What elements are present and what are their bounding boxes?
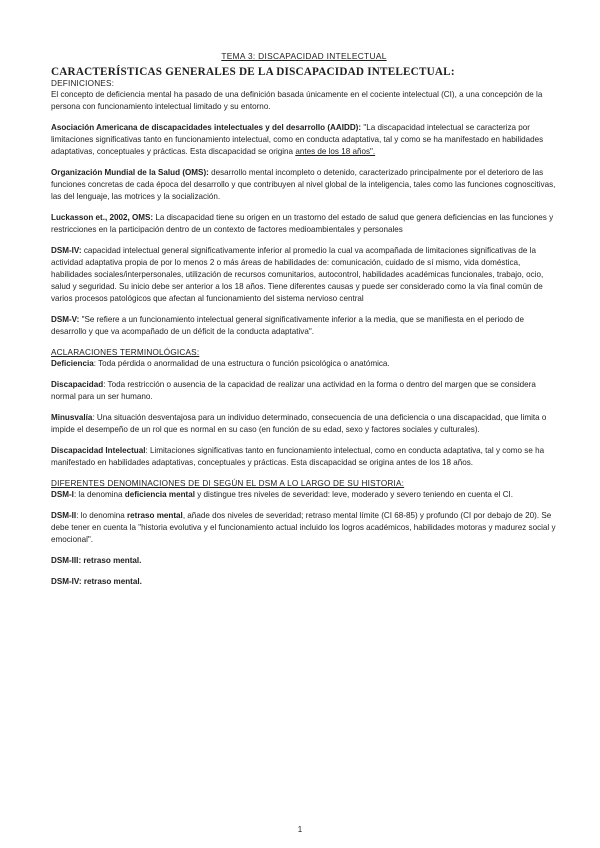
luckasson-text: La discapacidad tiene su origen en un trastorno del estado de salud que genera deficiencias en las funciones y restricciones en la participación dentro de un contexto de factores medioambientales y personales	[51, 213, 554, 234]
dsm2-label: DSM-II	[51, 511, 77, 520]
dsm1-bold: deficiencia mental	[124, 490, 195, 499]
aaidd-underlined: antes de los 18 años".	[295, 147, 376, 156]
dsm1-entry	[51, 489, 557, 501]
definiciones-heading: DEFINICIONES:	[51, 79, 115, 88]
dsm1-label: DSM-I	[51, 490, 74, 499]
di-label: Discapacidad Intelectual	[51, 446, 146, 455]
dsm1-post: y distingue tres niveles de severidad: leve, moderado y severo teniendo en cuenta el CI.	[194, 490, 514, 499]
deficiencia-text: : Toda pérdida o anormalidad de una estructura o función psicológica o anatómica.	[93, 359, 390, 368]
oms-label: Organización Mundial de la Salud (OMS):	[51, 168, 209, 177]
page-content	[51, 51, 557, 588]
oms-text: desarrollo mental incompleto o detenido, caracterizado principalmente por el deterioro de las funciones concretas de cada época del desarrollo y que contribuyen al nivel global de la inteligencia, tales como las funciones cognoscitivas, las del lenguaje, las motrices y la socialización.	[51, 168, 556, 201]
dsm4b-label: DSM-IV	[51, 577, 79, 586]
dsm3-label: DSM-III	[51, 556, 79, 565]
dsm4b-entry	[51, 576, 557, 588]
dsm5-definition	[51, 314, 557, 338]
dsm4b-text: : retraso mental.	[78, 577, 142, 586]
luckasson-definition	[51, 212, 557, 236]
dsm5-text: "Se refiere a un funcionamiento intelectual general significativamente inferior a la media, que se manifiesta en el periodo de desarrollo y que va acompañado de un déficit de la conducta adaptativa".	[51, 315, 525, 336]
dsm4-text: capacidad intelectual general significativamente inferior al promedio la cual va acompañada de limitaciones significativas de la actividad adaptativa propia de por lo menos 2 o más áreas de habilidades de: comunicación, cuidado de sí mismo, vida doméstica, habilidades sociales/interpersonales, utilización de recursos comunitarios, autocontrol, habilidades académicas funcionales, trabajo, ocio, salud y seguridad. Su inicio debe ser anterior a los 18 años. Tiene diferentes causas y puede ser considerado como la vía final común de varios procesos patológicos que afectan al funcionamiento del sistema nervioso central	[51, 246, 544, 303]
minusvalia-text: : Una situación desventajosa para un individuo determinado, consecuencia de una deficiencia o una discapacidad, que limita o impide el desempeño de un rol que es normal en su caso (en función de su edad, sexo y factores sociales y culturales).	[51, 413, 547, 434]
luckasson-label: Luckasson et., 2002, OMS:	[51, 213, 154, 222]
minusvalia-label: Minusvalía	[51, 413, 93, 422]
oms-definition	[51, 167, 557, 203]
aaidd-label: Asociación Americana de discapacidades intelectuales y del desarrollo (AAIDD):	[51, 123, 362, 132]
deficiencia-term	[51, 358, 557, 370]
dsm1-pre: : la denomina	[73, 490, 125, 499]
dsm2-post: , añade dos niveles de severidad; retraso mental límite (CI 68-85) y profundo (CI por debajo de 20). Se debe tener en cuenta la "historia evolutiva y el funcionamiento actual incluido los logros académicos, habilidades motoras y madurez social y emocional".	[51, 511, 556, 544]
denominaciones-heading: DIFERENTES DENOMINACIONES DE DI SEGÚN EL DSM A LO LARGO DE SU HISTORIA:	[51, 479, 405, 488]
aaidd-text: "La discapacidad intelectual se caracteriza por limitaciones significativas tanto en funcionamiento intelectual, como en conducta adaptativa, tal y como se ha manifestado en habilidades adaptativas, conceptuales y prácticas. Esta discapacidad se origina	[51, 123, 544, 156]
deficiencia-label: Deficiencia	[51, 359, 94, 368]
page-number: 1	[297, 825, 303, 834]
discapacidad-label: Discapacidad	[51, 380, 104, 389]
discapacidad-intelectual-term	[51, 445, 557, 469]
discapacidad-term	[51, 379, 557, 403]
main-heading: CARACTERÍSTICAS GENERALES DE LA DISCAPACIDAD INTELECTUAL:	[51, 66, 455, 78]
dsm4-label: DSM-IV:	[51, 246, 82, 255]
di-text: : Limitaciones significativas tanto en funcionamiento intelectual, como en conducta adaptativa, tal y como se ha manifestado en habilidades adaptativas, conceptuales y prácticas. Esta discapacidad se origina antes de los 18 años.	[51, 446, 545, 467]
dsm4-definition	[51, 245, 557, 305]
dsm3-text: : retraso mental.	[78, 556, 142, 565]
intro-paragraph: El concepto de deficiencia mental ha pasado de una definición basada únicamente en el cociente intelectual (CI), a una concepción de la persona con funcionamiento intelectual limitado y su entorno.	[51, 90, 543, 111]
aclaraciones-heading: ACLARACIONES TERMINOLÓGICAS:	[51, 348, 200, 357]
minusvalia-term	[51, 412, 557, 436]
dsm3-entry	[51, 555, 557, 567]
dsm2-pre: : lo denomina	[76, 511, 128, 520]
document-title: TEMA 3: DISCAPACIDAD INTELECTUAL	[221, 51, 387, 61]
dsm2-entry	[51, 510, 557, 546]
dsm5-label: DSM-V:	[51, 315, 80, 324]
discapacidad-text: : Toda restricción o ausencia de la capacidad de realizar una actividad en la forma o dentro del margen que se considera normal para un ser humano.	[51, 380, 536, 401]
aaidd-definition	[51, 122, 557, 158]
dsm2-bold: retraso mental	[127, 511, 183, 520]
